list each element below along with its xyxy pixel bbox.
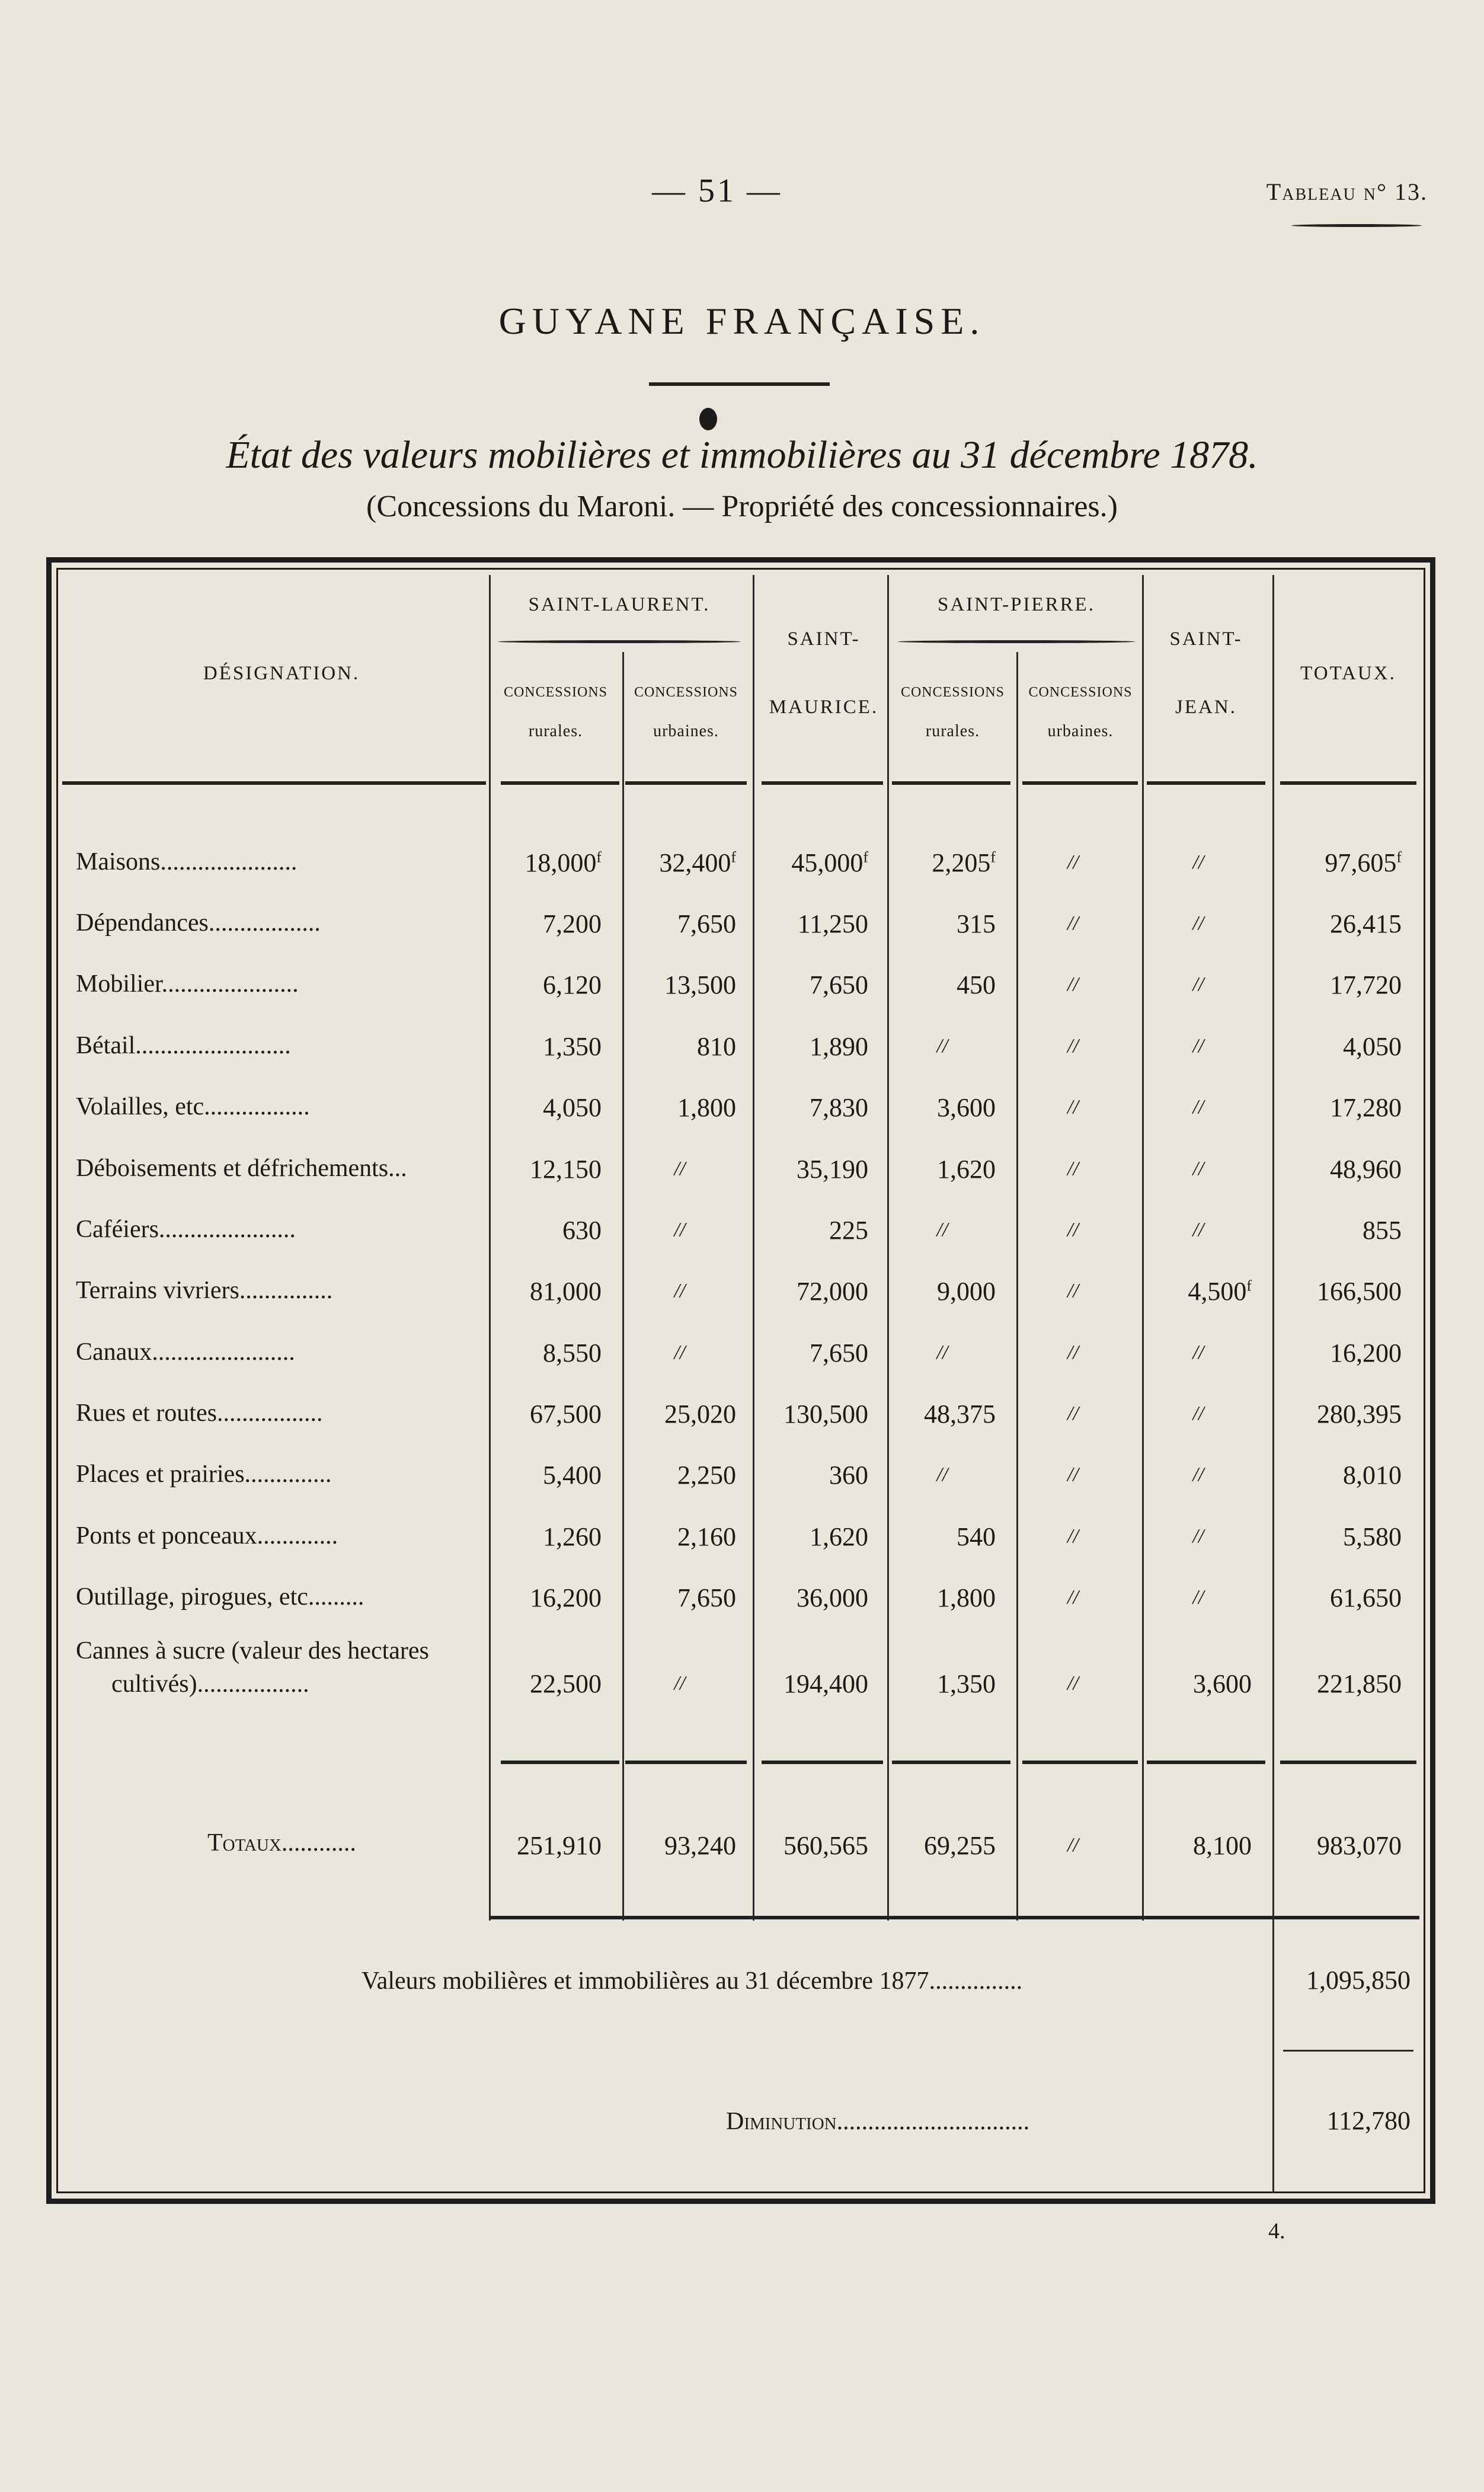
table-cell: 855 bbox=[1363, 1216, 1402, 1245]
table-cell: 166,500 bbox=[1317, 1277, 1402, 1306]
table-cell: 2,160 bbox=[677, 1522, 736, 1551]
totaux-dots: ............ bbox=[281, 1829, 356, 1857]
table-cell: // bbox=[1067, 1158, 1079, 1180]
table-cell: // bbox=[674, 1219, 686, 1241]
table-cell: 16,200 bbox=[1330, 1338, 1402, 1368]
table-cell: 17,720 bbox=[1330, 970, 1402, 999]
table-cell: 32,400$^f$ bbox=[659, 848, 736, 877]
table-cell: 1,620 bbox=[810, 1522, 868, 1551]
row-label: Dépendances.................. bbox=[76, 909, 321, 937]
totals-rule bbox=[625, 1761, 747, 1764]
page-number: — 51 — bbox=[652, 172, 782, 209]
header-rule-col6 bbox=[1147, 781, 1265, 785]
totals-rule bbox=[892, 1761, 1010, 1764]
table-cell: 225 bbox=[829, 1216, 868, 1245]
table-cell: 67,500 bbox=[530, 1400, 602, 1429]
table-cell: 17,280 bbox=[1330, 1093, 1402, 1122]
header-rule-col1 bbox=[501, 781, 619, 785]
table-cell: 45,000$^f$ bbox=[791, 848, 868, 877]
table-cell: 35,190 bbox=[797, 1155, 868, 1184]
table-cell: // bbox=[1067, 973, 1079, 995]
totals-cell: 93,240 bbox=[664, 1831, 736, 1860]
totals-rule bbox=[762, 1761, 883, 1764]
table-cell: // bbox=[1067, 1464, 1079, 1485]
table-title: État des valeurs mobilières et immobilières au 31 décembre 1878. bbox=[226, 433, 1258, 477]
table-cell: 1,800 bbox=[937, 1583, 996, 1612]
table-cell: 7,650 bbox=[810, 1338, 868, 1368]
table-cell: // bbox=[1067, 1341, 1079, 1363]
col-divider bbox=[753, 575, 754, 1921]
saint-pierre-header: SAINT-PIERRE. bbox=[937, 594, 1096, 615]
table-cell: // bbox=[1192, 912, 1204, 934]
unit-mark: f bbox=[596, 848, 602, 866]
table-cell: 540 bbox=[957, 1522, 996, 1551]
table-cell: // bbox=[1067, 912, 1079, 934]
table-cell: 4,500$^f$ bbox=[1188, 1277, 1252, 1306]
diminution-dots: ............................... bbox=[836, 2108, 1030, 2135]
table-cell: 4,050 bbox=[543, 1093, 602, 1122]
sl-rurales-label: rurales. bbox=[528, 722, 583, 740]
header-rule-col2 bbox=[625, 781, 747, 785]
saint-maurice-header-1: SAINT- bbox=[787, 628, 861, 650]
diminution-text: Diminution bbox=[726, 2108, 837, 2135]
totals-cell: 69,255 bbox=[924, 1831, 996, 1860]
sheet-mark: 4. bbox=[1268, 2219, 1285, 2244]
table-cell: // bbox=[1067, 1280, 1079, 1302]
unit-mark: f bbox=[990, 848, 996, 866]
row-label: Outillage, pirogues, etc......... bbox=[76, 1583, 364, 1611]
table-cell: 26,415 bbox=[1330, 909, 1402, 938]
table-cell: 3,600 bbox=[1193, 1669, 1252, 1698]
totals-rule bbox=[1147, 1761, 1265, 1764]
table-cell: 72,000 bbox=[797, 1277, 868, 1306]
table-cell: 61,650 bbox=[1330, 1583, 1402, 1612]
table-cell: 11,250 bbox=[797, 909, 868, 938]
table-cell: // bbox=[1067, 1219, 1079, 1241]
saint-pierre-brace bbox=[898, 640, 1135, 643]
table-cell: 3,600 bbox=[937, 1093, 996, 1122]
table-cell: 1,350 bbox=[937, 1669, 996, 1698]
sp-rurales-label: rurales. bbox=[925, 722, 980, 740]
table-cell: 810 bbox=[697, 1032, 736, 1061]
saint-laurent-header: SAINT-LAURENT. bbox=[528, 594, 711, 615]
table-cell: // bbox=[1192, 1158, 1204, 1180]
row-label-line: Cannes à sucre (valeur des hectares bbox=[76, 1637, 429, 1664]
table-cell: 5,400 bbox=[543, 1461, 602, 1490]
sp-urbaines-concessions: CONCESSIONS bbox=[1028, 685, 1133, 700]
table-cell: 280,395 bbox=[1317, 1400, 1402, 1429]
table-cell: 8,550 bbox=[543, 1338, 602, 1368]
table-cell: 8,010 bbox=[1343, 1461, 1402, 1490]
table-reference: Tableau n° 13. bbox=[1266, 178, 1428, 205]
table-cell: // bbox=[674, 1158, 686, 1180]
table-cell: 48,375 bbox=[924, 1400, 996, 1429]
sp-urbaines-label: urbaines. bbox=[1047, 722, 1114, 740]
totals-cell: 560,565 bbox=[783, 1831, 868, 1860]
totals-cell: 8,100 bbox=[1193, 1831, 1252, 1860]
unit-mark: f bbox=[731, 848, 736, 866]
table-cell: // bbox=[1192, 1525, 1204, 1547]
table-cell: 6,120 bbox=[543, 970, 602, 999]
row-label: Ponts et ponceaux............. bbox=[76, 1522, 338, 1549]
saint-maurice-header-2: MAURICE. bbox=[769, 697, 879, 718]
table-reference-rule bbox=[1291, 224, 1422, 227]
table-cell: 25,020 bbox=[664, 1400, 736, 1429]
sl-urbaines-concessions: CONCESSIONS bbox=[634, 685, 738, 700]
table-cell: // bbox=[1192, 851, 1204, 873]
row-label: Mobilier...................... bbox=[76, 970, 299, 998]
table-cell: // bbox=[1067, 1035, 1079, 1057]
table-cell: 315 bbox=[957, 909, 996, 938]
table-cell: // bbox=[1067, 851, 1079, 873]
table-cell: 130,500 bbox=[783, 1400, 868, 1429]
table-cell: // bbox=[674, 1280, 686, 1302]
table-cell: // bbox=[674, 1341, 686, 1363]
table-cell: 1,800 bbox=[677, 1093, 736, 1122]
valeurs-1877-text: Valeurs mobilières et immobilières au 31 décembre 1877 bbox=[362, 1967, 929, 1995]
table-cell: // bbox=[936, 1341, 948, 1363]
col-divider bbox=[1272, 575, 1274, 2193]
row-label: Rues et routes................. bbox=[76, 1400, 323, 1427]
row-label: Déboisements et défrichements... bbox=[76, 1155, 407, 1182]
table-cell: 81,000 bbox=[530, 1277, 602, 1306]
sl-urbaines-label: urbaines. bbox=[653, 722, 719, 740]
table-cell: 97,605$^f$ bbox=[1325, 848, 1402, 877]
valeurs-1877-value: 1,095,850 bbox=[1306, 1966, 1411, 1995]
totals-rule bbox=[1022, 1761, 1138, 1764]
table-cell: 7,650 bbox=[810, 970, 868, 999]
table-cell: // bbox=[936, 1035, 948, 1057]
table-cell: 18,000$^f$ bbox=[524, 848, 602, 877]
table-cell: // bbox=[1067, 1525, 1079, 1547]
diminution-label bbox=[726, 2107, 1029, 2136]
totaux-label-text: Totaux bbox=[207, 1829, 282, 1857]
totals-bottom-rule bbox=[489, 1916, 1419, 1919]
page-title: GUYANE FRANÇAISE. bbox=[498, 300, 986, 342]
row-label: Terrains vivriers............... bbox=[76, 1277, 333, 1304]
row-label bbox=[76, 1634, 485, 1701]
totaux-header: TOTAUX. bbox=[1300, 663, 1396, 684]
table-cell: 1,620 bbox=[937, 1155, 996, 1184]
table-cell: 1,260 bbox=[543, 1522, 602, 1551]
header-rule-col7 bbox=[1280, 781, 1416, 785]
table-cell: 7,830 bbox=[810, 1093, 868, 1122]
table-cell: // bbox=[1192, 1464, 1204, 1485]
table-cell: 16,200 bbox=[530, 1583, 602, 1612]
totals-cell: 983,070 bbox=[1317, 1831, 1402, 1860]
sl-rurales-concessions: CONCESSIONS bbox=[503, 685, 608, 700]
ornament-icon bbox=[699, 408, 717, 430]
valeurs-1877-dots: ............... bbox=[929, 1967, 1023, 1995]
table-cell: // bbox=[1067, 1672, 1079, 1694]
table-cell: // bbox=[1192, 1402, 1204, 1424]
table-cell: 7,200 bbox=[543, 909, 602, 938]
table-cell: // bbox=[1192, 973, 1204, 995]
table-cell: // bbox=[1192, 1219, 1204, 1241]
table-cell: 5,580 bbox=[1343, 1522, 1402, 1551]
col-divider bbox=[489, 575, 491, 1921]
saint-jean-header-1: SAINT- bbox=[1169, 628, 1243, 650]
table-cell: // bbox=[1067, 1402, 1079, 1424]
col-divider bbox=[1142, 575, 1144, 1921]
table-cell: 13,500 bbox=[664, 970, 736, 999]
table-cell: 9,000 bbox=[937, 1277, 996, 1306]
unit-mark: f bbox=[1246, 1277, 1252, 1295]
table-cell: // bbox=[1192, 1096, 1204, 1118]
table-cell: 12,150 bbox=[530, 1155, 602, 1184]
table-cell: 22,500 bbox=[530, 1669, 602, 1698]
row-label: Maisons...................... bbox=[76, 848, 298, 876]
row-label: Bétail......................... bbox=[76, 1032, 291, 1059]
table-cell: 7,650 bbox=[677, 1583, 736, 1612]
saint-laurent-brace bbox=[498, 640, 741, 643]
title-rule bbox=[649, 382, 830, 386]
table-cell: // bbox=[936, 1464, 948, 1485]
table-cell: // bbox=[1067, 1586, 1079, 1608]
table-cell: 1,350 bbox=[543, 1032, 602, 1061]
table-cell: 4,050 bbox=[1343, 1032, 1402, 1061]
table-cell: 2,205$^f$ bbox=[932, 848, 996, 877]
diminution-value: 112,780 bbox=[1326, 2106, 1411, 2135]
row-label: Caféiers...................... bbox=[76, 1216, 296, 1243]
totals-cell: 251,910 bbox=[517, 1831, 602, 1860]
table-cell: 630 bbox=[562, 1216, 602, 1245]
unit-mark: f bbox=[1396, 848, 1402, 866]
saint-jean-header-2: JEAN. bbox=[1175, 697, 1237, 718]
row-label: Places et prairies.............. bbox=[76, 1461, 332, 1488]
table-cell: 221,850 bbox=[1317, 1669, 1402, 1698]
table-cell: // bbox=[1192, 1341, 1204, 1363]
unit-mark: f bbox=[863, 848, 868, 866]
row-label-line: cultivés).................. bbox=[111, 1670, 309, 1698]
table-frame-inner bbox=[56, 568, 1425, 2193]
table-cell: 1,890 bbox=[810, 1032, 868, 1061]
totals-rule bbox=[501, 1761, 619, 1764]
col-divider bbox=[887, 575, 889, 1921]
totals-cell: // bbox=[1067, 1834, 1079, 1856]
sp-rurales-concessions: CONCESSIONS bbox=[900, 685, 1005, 700]
header-rule-col4 bbox=[892, 781, 1010, 785]
totals-rule bbox=[1280, 1761, 1416, 1764]
row-label: Volailles, etc................. bbox=[76, 1093, 310, 1120]
table-subtitle: (Concessions du Maroni. — Propriété des concessionnaires.) bbox=[366, 490, 1118, 523]
header-rule-col3 bbox=[762, 781, 883, 785]
table-cell: 360 bbox=[829, 1461, 868, 1490]
header-rule-designation bbox=[62, 781, 486, 785]
designation-header: DÉSIGNATION. bbox=[203, 663, 360, 684]
table-cell: 36,000 bbox=[797, 1583, 868, 1612]
table-cell: 7,650 bbox=[677, 909, 736, 938]
valeurs-1877-label bbox=[362, 1967, 1022, 1995]
table-cell: 194,400 bbox=[783, 1669, 868, 1698]
table-cell: // bbox=[1192, 1035, 1204, 1057]
table-cell: 2,250 bbox=[677, 1461, 736, 1490]
table-cell: // bbox=[1192, 1586, 1204, 1608]
row-label: Canaux....................... bbox=[76, 1338, 295, 1366]
totaux-label bbox=[207, 1829, 356, 1857]
table-cell: 48,960 bbox=[1330, 1155, 1402, 1184]
table-cell: // bbox=[674, 1672, 686, 1694]
table-cell: 450 bbox=[957, 970, 996, 999]
diminution-rule bbox=[1283, 2050, 1413, 2052]
table-cell: // bbox=[936, 1219, 948, 1241]
header-rule-col5 bbox=[1022, 781, 1138, 785]
table-cell: // bbox=[1067, 1096, 1079, 1118]
